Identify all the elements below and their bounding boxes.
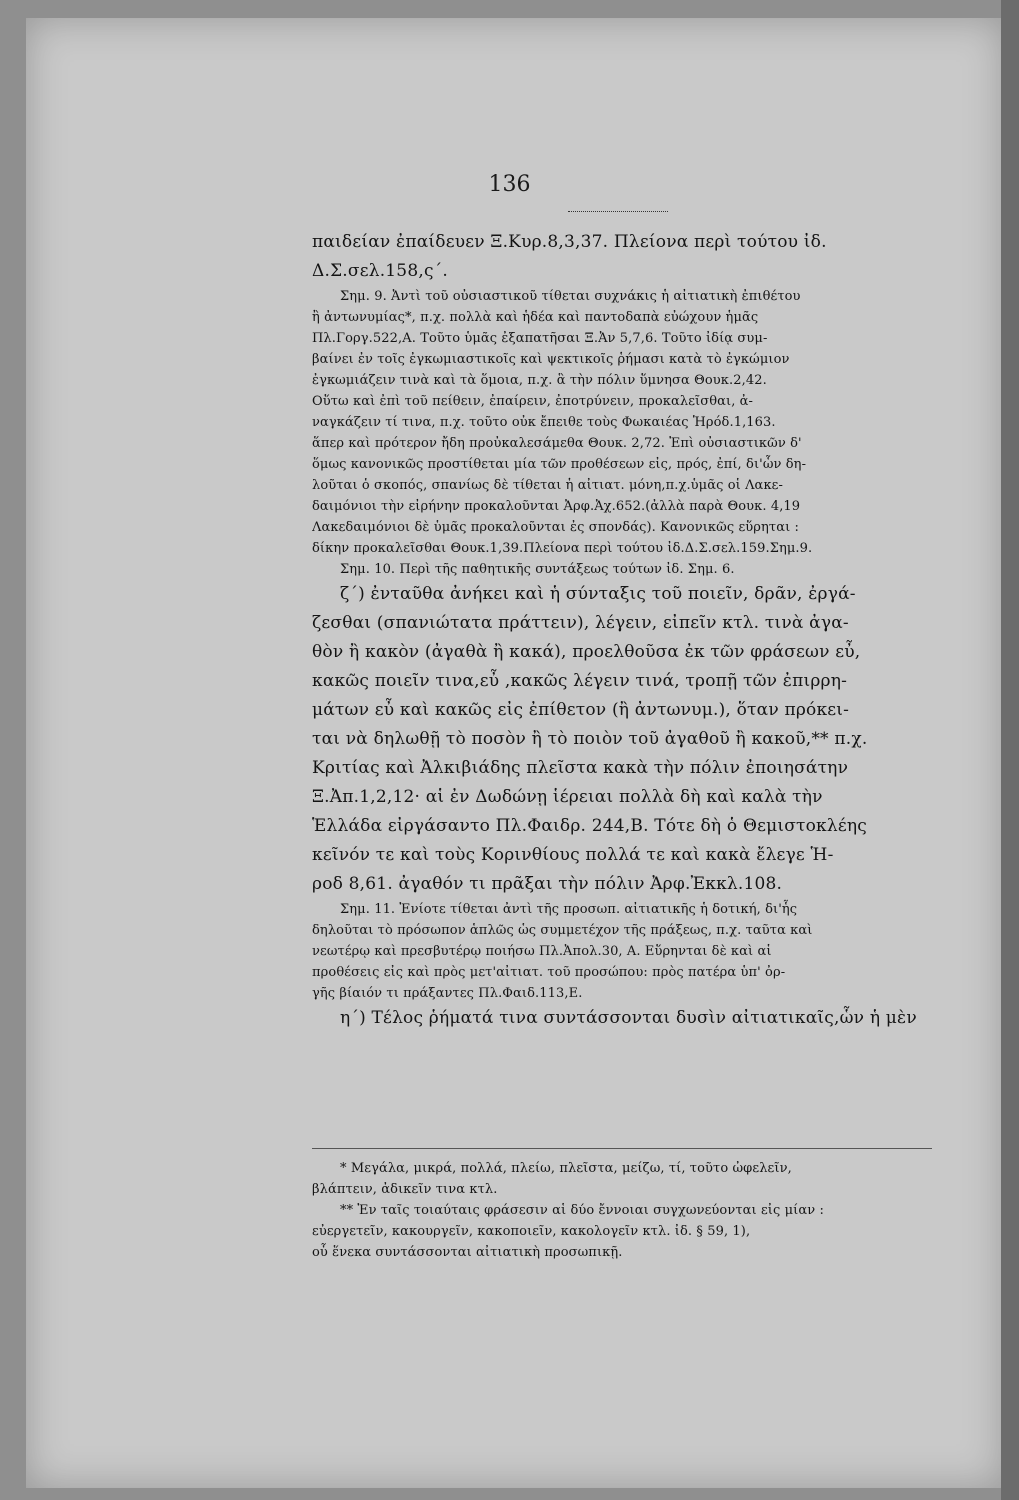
- text-line: Ἑλλάδα εἰργάσαντο Πλ.Φαιδρ. 244,Β. Τότε δὴ ὁ Θεμιστοκλέης: [312, 816, 867, 836]
- text-line: ροδ 8,61. ἀγαθόν τι πρᾶξαι τὴν πόλιν Ἀρφ.Ἐκκλ.108.: [312, 874, 783, 894]
- main-text: [312, 228, 932, 1033]
- text-line: ζεσθαι (σπανιώτατα πράττειν), λέγειν, εἰπεῖν κτλ. τινὰ ἀγα-: [312, 613, 849, 633]
- text-line: παιδείαν ἐπαίδευεν Ξ.Κυρ.8,3,37. Πλείονα περὶ τούτου ἰδ.: [312, 232, 827, 252]
- text-line: δηλοῦται τὸ πρόσωπον ἁπλῶς ὡς συμμετέχον τῆς πράξεως, π.χ. ταῦτα καὶ: [312, 923, 813, 938]
- text-line: ἢ ἀντωνυμίας*, π.χ. πολλὰ καὶ ἡδέα καὶ παντοδαπὰ εὐώχουν ἡμᾶς: [312, 310, 759, 325]
- text-line: Πλ.Γοργ.522,Α. Τοῦτο ὑμᾶς ἐξαπατῆσαι Ξ.Ἀν 5,7,6. Τοῦτο ἰδίᾳ συμ-: [312, 331, 768, 346]
- text-line: κεῖνόν τε καὶ τοὺς Κορινθίους πολλά τε καὶ κακὰ ἔλεγε Ἡ-: [312, 845, 834, 865]
- text-line: ἅπερ καὶ πρότερον ἤδη προὐκαλεσάμεθα Θουκ. 2,72. Ἐπὶ οὐσιαστικῶν δ': [312, 436, 802, 451]
- text-line: μάτων εὖ καὶ κακῶς εἰς ἐπίθετον (ἢ ἀντωνυμ.), ὅταν πρόκει-: [312, 700, 850, 720]
- text-line: ἐγκωμιάζειν τινὰ καὶ τὰ ὅμοια, π.χ. ἃ τὴν πόλιν ὕμνησα Θουκ.2,42.: [312, 373, 767, 388]
- text-line: ζ΄) ἐνταῦθα ἀνήκει καὶ ἡ σύνταξις τοῦ ποιεῖν, δρᾶν, ἐργά-: [340, 584, 856, 604]
- text-line: η΄) Τέλος ῥήματά τινα συντάσσονται δυσὶν αἰτιατικαῖς,ὧν ἡ μὲν: [340, 1008, 917, 1028]
- text-line: Οὕτω καὶ ἐπὶ τοῦ πείθειν, ἐπαίρειν, ἐποτρύνειν, προκαλεῖσθαι, ἀ-: [312, 394, 754, 409]
- book-spine: [1001, 0, 1019, 1500]
- text-line: Ξ.Ἀπ.1,2,12· αἱ ἐν Δωδώνῃ ἱέρειαι πολλὰ δὴ καὶ καλὰ τὴν: [312, 787, 823, 807]
- text-line: θὸν ἢ κακὸν (ἀγαθὰ ἢ κακά), προελθοῦσα ἐκ τῶν φράσεων εὖ,: [312, 642, 861, 662]
- footnote-line: βλάπτειν, ἀδικεῖν τινα κτλ.: [312, 1182, 498, 1197]
- text-line: Σημ. 11. Ἐνίοτε τίθεται ἀντὶ τῆς προσωπ. αἰτιατικῆς ἡ δοτική, δι'ἧς: [340, 902, 798, 917]
- text-line: ὅμως κανονικῶς προστίθεται μία τῶν προθέσεων εἰς, πρός, ἐπί, δι'ὧν δη-: [312, 457, 807, 472]
- text-line: ναγκάζειν τί τινα, π.χ. τοῦτο οὐκ ἔπειθε τοὺς Φωκαιέας Ἡρόδ.1,163.: [312, 415, 776, 430]
- text-line: κακῶς ποιεῖν τινα,εὖ ,κακῶς λέγειν τινά, τροπῇ τῶν ἐπιρρη-: [312, 671, 848, 691]
- text-line: Σημ. 9. Ἀντὶ τοῦ οὐσιαστικοῦ τίθεται συχνάκις ἡ αἰτιατικὴ ἐπιθέτου: [340, 289, 801, 304]
- footnote-line: * Μεγάλα, μικρά, πολλά, πλείω, πλεῖστα, μείζω, τί, τοῦτο ὠφελεῖν,: [340, 1161, 792, 1176]
- text-line: προθέσεις εἰς καὶ πρὸς μετ'αἰτιατ. τοῦ προσώπου: πρὸς πατέρα ὑπ' ὀρ-: [312, 965, 786, 980]
- text-line: δίκην προκαλεῖσθαι Θουκ.1,39.Πλείονα περὶ τούτου ἰδ.Δ.Σ.σελ.159.Σημ.9.: [312, 541, 813, 556]
- footnote-line: ** Ἐν ταῖς τοιαύταις φράσεσιν αἱ δύο ἔννοιαι συγχωνεύονται εἰς μίαν :: [340, 1203, 824, 1218]
- text-line: γῆς βίαιόν τι πράξαντες Πλ.Φαιδ.113,Ε.: [312, 986, 583, 1001]
- text-line: Σημ. 10. Περὶ τῆς παθητικῆς συντάξεως τούτων ἰδ. Σημ. 6.: [340, 562, 735, 577]
- page-number: 136: [488, 172, 531, 197]
- text-line: Δ.Σ.σελ.158,ς΄.: [312, 261, 448, 281]
- header-rule: [568, 211, 668, 212]
- footnote-rule: [312, 1148, 932, 1149]
- text-line: βαίνει ἐν τοῖς ἐγκωμιαστικοῖς καὶ ψεκτικοῖς ῥήμασι κατὰ τὸ ἐγκώμιον: [312, 352, 790, 367]
- footnote-line: οὗ ἕνεκα συντάσσονται αἰτιατικὴ προσωπικῇ.: [312, 1245, 623, 1260]
- text-line: δαιμόνιοι τὴν εἰρήνην προκαλοῦνται Ἀρφ.Ἀχ.652.(ἀλλὰ παρὰ Θουκ. 4,19: [312, 499, 801, 514]
- text-line: ται νὰ δηλωθῇ τὸ ποσὸν ἢ τὸ ποιὸν τοῦ ἀγαθοῦ ἢ κακοῦ,** π.χ.: [312, 729, 868, 749]
- text-line: Λακεδαιμόνιοι δὲ ὑμᾶς προκαλοῦνται ἐς σπονδάς). Κανονικῶς εὕρηται :: [312, 520, 799, 535]
- text-line: νεωτέρῳ καὶ πρεσβυτέρῳ ποιήσω Πλ.Ἀπολ.30, Α. Εὕρηνται δὲ καὶ αἱ: [312, 944, 772, 959]
- text-line: Κριτίας καὶ Ἀλκιβιάδης πλεῖστα κακὰ τὴν πόλιν ἐποιησάτην: [312, 758, 849, 778]
- footnote-line: εὐεργετεῖν, κακουργεῖν, κακοποιεῖν, κακολογεῖν κτλ. ἰδ. § 59, 1),: [312, 1224, 751, 1239]
- footnotes: [312, 1158, 932, 1263]
- text-line: λοῦται ὁ σκοπός, σπανίως δὲ τίθεται ἡ αἰτιατ. μόνη,π.χ.ὑμᾶς οἱ Λακε-: [312, 478, 783, 493]
